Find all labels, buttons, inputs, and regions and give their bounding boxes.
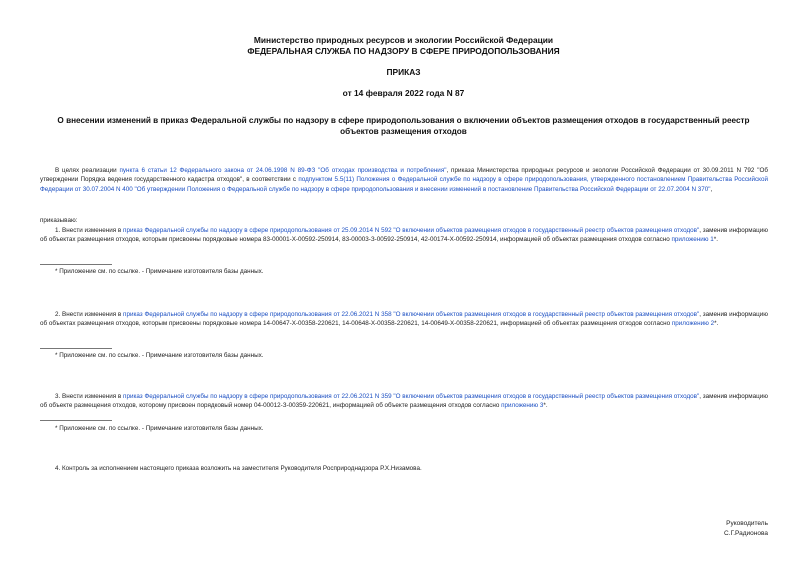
doc-date-number: от 14 февраля 2022 года N 87 <box>342 88 465 98</box>
signer-position: Руководитель <box>726 520 768 527</box>
item-text: , заменив информацию об объекте размещения отходов, которому присвоен порядковый номер 04-00012-З-00359-220621, информацией об объекте размещения отходов согласно <box>40 393 768 410</box>
signature-block <box>724 519 768 539</box>
document-title: О внесении изменений в приказ Федеральной службы по надзору в сфере природопользования о включении объектов размещения отходов в государственный реестр объектов размещения отходов <box>57 116 750 136</box>
item-text: 1. Внести изменения в <box>55 227 124 234</box>
preamble-paragraph <box>40 166 768 194</box>
footnote-divider <box>40 420 112 421</box>
preamble-text: , в соответствии с <box>242 176 299 184</box>
item-text: 2. Внести изменения в <box>55 311 124 318</box>
item-3-paragraph <box>40 392 768 411</box>
preamble-text: , <box>710 185 713 193</box>
ministry-name: Министерство природных ресурсов и экологии Российской Федерации <box>253 35 554 45</box>
item-1-paragraph <box>40 226 768 245</box>
item-1-order-link[interactable]: приказ Федеральной службы по надзору в сфере природопользования от 25.09.2014 N 592 "О включении объектов размещения отходов в государственный реестр объектов размещения отходов" <box>123 227 700 234</box>
doc-type: ПРИКАЗ <box>386 67 421 77</box>
item-2-paragraph <box>40 310 768 329</box>
item-text: 3. Внести изменения в <box>55 393 124 400</box>
service-name: ФЕДЕРАЛЬНАЯ СЛУЖБА ПО НАДЗОРУ В СФЕРЕ ПРИРОДОПОЛЬЗОВАНИЯ <box>247 46 560 56</box>
item-2-order-link[interactable]: приказ Федеральной службы по надзору в сфере природопользования от 22.06.2021 N 358 "О включении объектов размещения отходов в государственный реестр объектов размещения отходов" <box>123 311 700 318</box>
preamble-text: , приказа Министерства природных ресурсов и экологии Российской Федерации от 30.09.2011 N 792 "Об утверждении Порядка ведения государственного кадастра отходов" <box>40 167 768 184</box>
footnote-3: * Приложение см. по ссылке. - Примечание изготовителя базы данных. <box>55 425 264 432</box>
item-text: *. <box>714 320 719 328</box>
footnote-1: * Приложение см. по ссылке. - Примечание изготовителя базы данных. <box>55 268 264 275</box>
signer-name: С.Г.Радионова <box>723 530 768 537</box>
appendix-2-link[interactable]: приложению 2 <box>671 320 715 328</box>
orders-word: приказываю: <box>40 217 78 224</box>
preamble-text: В целях реализации <box>55 167 120 174</box>
item-text: , заменив информацию об объектах размещения отходов, которым присвоены порядковые номера 83-00001-Х-00592-250914, 83-00003-З-00592-250914, 42-00174-Х-00592-250914, информацией об объектах размещения отходов согласно <box>40 227 768 244</box>
item-text: , заменив информацию об объектах размещения отходов, которым присвоены порядковые номера 14-00647-Х-00358-220621, 14-00648-Х-00358-220621, 14-00649-Х-00358-220621, информацией об объектах размещения отходов согласно <box>40 311 768 328</box>
preamble-regulation-link[interactable]: подпунктом 5.5(11) Положения о Федеральной службе по надзору в сфере природопользования, утвержденного постановлением Правительства Российской Федерации от 30.07.2004 N 400 "Об утверждении Положения о Федеральной службе по надзору в сфере природопользования и внесении изменений в постановление Правительства Российской Федерации от 22.07.2004 N 370" <box>40 176 768 193</box>
item-4-paragraph: 4. Контроль за исполнением настоящего приказа возложить на заместителя Руководителя Росприроднадзора Р.Х.Низамова. <box>55 465 422 472</box>
item-3-order-link[interactable]: приказ Федеральной службы по надзору в сфере природопользования от 22.06.2021 N 359 "О включении объектов размещения отходов в государственный реестр объектов размещения отходов" <box>123 393 700 400</box>
item-text: *. <box>713 236 718 244</box>
item-text: *. <box>543 402 548 410</box>
footnote-2: * Приложение см. по ссылке. - Примечание изготовителя базы данных. <box>55 352 264 359</box>
footnote-divider <box>40 264 112 265</box>
appendix-1-link[interactable]: приложению 1 <box>671 236 714 244</box>
appendix-3-link[interactable]: приложению 3 <box>501 402 544 410</box>
preamble-law-link[interactable]: пункта 6 статьи 12 Федерального закона от 24.06.1998 N 89-ФЗ "Об отходах производства и потребления" <box>119 167 447 174</box>
footnote-divider <box>40 348 112 349</box>
